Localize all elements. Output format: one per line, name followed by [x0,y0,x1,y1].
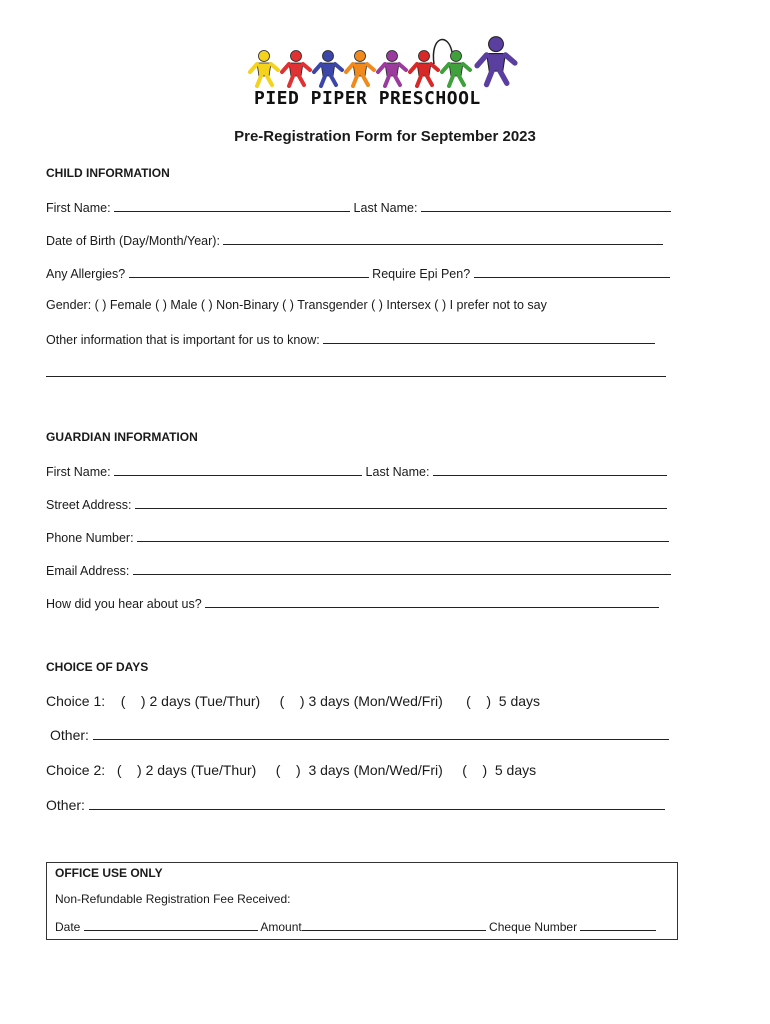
office-use-heading: OFFICE USE ONLY [55,866,163,880]
office-cheque-label: Cheque Number [485,920,581,934]
office-fee-label: Non-Refundable Registration Fee Received: [55,892,291,906]
office-amount-field[interactable] [302,918,486,931]
child-dob-row [46,232,663,248]
guardian-phone-row [46,529,669,545]
guardian-street-field[interactable] [135,496,667,509]
guardian-phone-field[interactable] [137,529,669,542]
office-payment-row [55,918,656,934]
child-other-info-field[interactable] [323,331,655,344]
child-last-name-field[interactable] [421,199,671,212]
child-first-name-label: First Name: [46,201,115,215]
child-other-info-continuation[interactable] [46,364,666,377]
choice-1-options[interactable]: Choice 1: ( ) 2 days (Tue/Thur) ( ) 3 days (Mon/Wed/Fri) ( ) 5 days [46,693,541,709]
choice-1-other-label: Other: [50,727,93,743]
child-dob-label: Date of Birth (Day/Month/Year): [46,234,224,248]
guardian-email-row [46,562,671,578]
child-epi-pen-label: Require Epi Pen? [368,267,474,281]
child-allergies-field[interactable] [129,265,369,278]
child-allergies-label: Any Allergies? [46,267,129,281]
guardian-last-name-label: Last Name: [362,465,433,479]
guardian-phone-label: Phone Number: [46,531,138,545]
child-figure-icon [477,37,515,85]
child-figure-icon [250,51,278,87]
child-figure-icon [378,51,406,87]
guardian-hear-label: How did you hear about us? [46,597,206,611]
child-dob-field[interactable] [223,232,663,245]
choice-2-other-row [46,797,665,813]
form-title: Pre-Registration Form for September 2023 [234,128,536,145]
choice-1-other-row [50,727,669,743]
choice-of-days-heading: CHOICE OF DAYS [46,660,149,674]
guardian-first-name-label: First Name: [46,465,115,479]
child-other-info-label: Other information that is important for us to know: [46,333,324,347]
office-amount-label: Amount [257,920,302,934]
office-cheque-field[interactable] [580,918,656,931]
logo-brand-text: PIED PIPER PRESCHOOL [254,88,481,109]
child-name-row [46,199,671,215]
child-figure-icon [282,51,310,87]
office-use-box [46,862,678,940]
guardian-email-field[interactable] [133,562,671,575]
child-gender-options[interactable]: Gender: ( ) Female ( ) Male ( ) Non-Binary ( ) Transgender ( ) Intersex ( ) I prefer not to say [46,298,547,312]
office-date-field[interactable] [84,918,258,931]
guardian-first-name-field[interactable] [114,463,362,476]
guardian-street-label: Street Address: [46,498,135,512]
guardian-hear-field[interactable] [205,595,659,608]
child-allergies-row [46,265,670,281]
child-first-name-field[interactable] [114,199,350,212]
guardian-street-row [46,496,667,512]
guardian-email-label: Email Address: [46,564,133,578]
choice-2-other-label: Other: [46,797,89,813]
child-other-info-row [46,331,655,347]
choice-2-other-field[interactable] [89,797,665,810]
child-figure-icon [442,51,470,87]
choice-2-options[interactable]: Choice 2: ( ) 2 days (Tue/Thur) ( ) 3 days (Mon/Wed/Fri) ( ) 5 days [46,762,537,778]
choice-1-other-field[interactable] [93,727,669,740]
child-epi-pen-field[interactable] [474,265,670,278]
guardian-last-name-field[interactable] [433,463,667,476]
preschool-logo [248,32,524,112]
guardian-name-row [46,463,667,479]
office-date-label: Date [55,920,84,934]
guardian-hear-row [46,595,659,611]
child-figure-icon [314,51,342,87]
child-info-heading: CHILD INFORMATION [46,166,170,180]
child-figure-icon [346,51,374,87]
child-last-name-label: Last Name: [350,201,421,215]
guardian-info-heading: GUARDIAN INFORMATION [46,430,198,444]
